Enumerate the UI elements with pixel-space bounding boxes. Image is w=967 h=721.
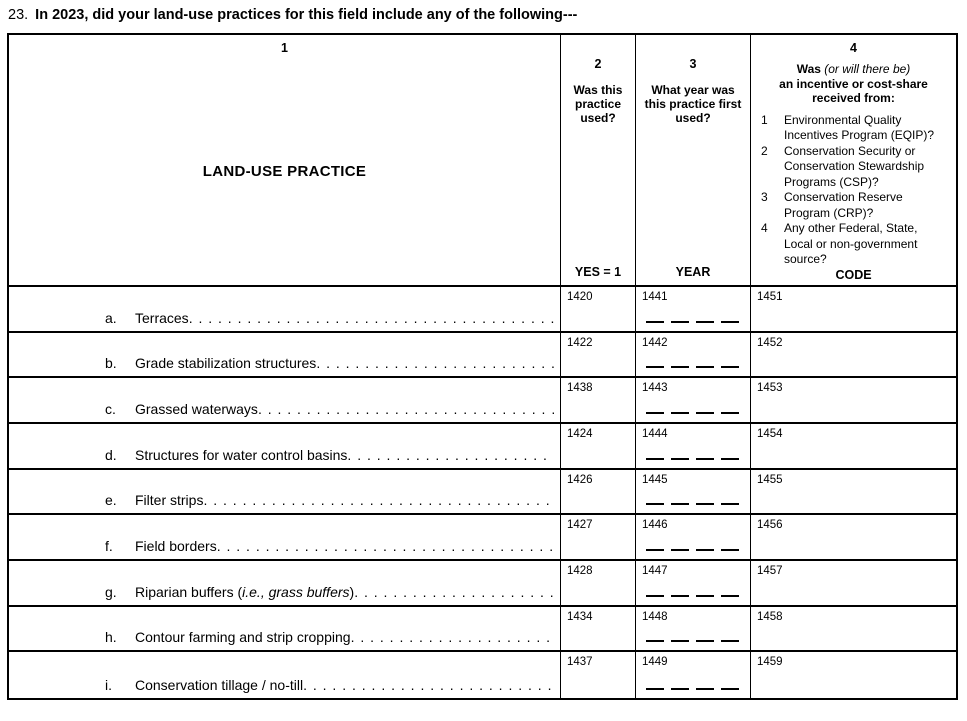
practice-label: Riparian buffers (i.e., grass buffers): [135, 583, 355, 600]
incentive-code-cell[interactable]: [751, 378, 956, 424]
row-letter: i.: [105, 677, 112, 693]
row-letter: b.: [105, 355, 117, 372]
year-code: 1446: [642, 519, 668, 532]
table-row-practice: [9, 378, 561, 424]
incentive-code-cell[interactable]: [751, 470, 956, 516]
incentive-code: 1451: [757, 291, 783, 303]
incentive-code-cell[interactable]: [751, 287, 956, 333]
practice-used-cell[interactable]: [561, 287, 636, 333]
used-code: 1422: [567, 336, 593, 349]
practice-used-cell[interactable]: [561, 333, 636, 379]
table-row-practice: [9, 652, 561, 698]
practice-used-cell[interactable]: [561, 652, 636, 698]
year-code: 1441: [642, 291, 668, 303]
year-first-used-cell[interactable]: [636, 515, 751, 561]
practice-used-cell[interactable]: [561, 607, 636, 653]
used-code: 1426: [567, 473, 593, 486]
used-code: 1427: [567, 519, 593, 532]
column3-number: 3: [689, 57, 697, 71]
year-first-used-cell[interactable]: [636, 561, 751, 607]
year-first-used-cell[interactable]: [636, 424, 751, 470]
incentive-code: 1452: [757, 336, 783, 349]
yes-equals-one-label: YES = 1: [574, 265, 622, 279]
practice-label: Terraces: [135, 309, 189, 326]
dot-leader: [347, 447, 554, 463]
incentive-option: 4 Any other Federal, State, Local or non-government source?: [761, 221, 918, 267]
row-letter: g.: [105, 583, 117, 600]
incentive-code: 1456: [757, 519, 783, 532]
column3-header: [636, 35, 751, 287]
table-row-practice: [9, 607, 561, 653]
practice-label: Structures for water control basins: [135, 446, 348, 463]
used-code: 1438: [567, 382, 593, 395]
incentive-option: 3 Conservation Reserve Program (CRP)?: [761, 190, 903, 220]
column1-number: 1: [281, 41, 288, 55]
incentive-question: Was (or will there be) an incentive or cost-share received from:: [779, 62, 928, 106]
year-first-used-cell[interactable]: [636, 287, 751, 333]
row-letter: f.: [105, 538, 113, 554]
year-entry-blanks[interactable]: [646, 458, 739, 460]
incentive-question-bold: Was: [796, 62, 821, 76]
incentive-code-cell[interactable]: [751, 424, 956, 470]
incentive-code: 1457: [757, 565, 783, 577]
incentive-code-cell[interactable]: [751, 515, 956, 561]
column2-number: 2: [594, 57, 602, 71]
year-code: 1444: [642, 428, 668, 440]
year-first-used-cell[interactable]: [636, 652, 751, 698]
practice-label: Filter strips: [135, 492, 204, 509]
year-entry-blanks[interactable]: [646, 503, 739, 505]
year-entry-blanks[interactable]: [646, 366, 739, 368]
year-entry-blanks[interactable]: [646, 412, 739, 414]
year-entry-blanks[interactable]: [646, 640, 739, 642]
dot-leader: [258, 401, 554, 417]
question-text: In 2023, did your land-use practices for this field include any of the following---: [35, 7, 578, 23]
incentive-question-italic: (or will there be): [820, 62, 911, 76]
practice-label: Grassed waterways: [135, 401, 258, 417]
used-code: 1434: [567, 610, 593, 623]
year-code: 1445: [642, 473, 668, 486]
row-letter: e.: [105, 492, 117, 509]
used-code: 1428: [567, 565, 593, 577]
year-entry-blanks[interactable]: [646, 688, 739, 690]
question-title: [8, 7, 577, 23]
column1-header: [9, 35, 561, 287]
incentive-code-cell[interactable]: [751, 652, 956, 698]
incentive-code-cell[interactable]: [751, 561, 956, 607]
dot-leader: [303, 677, 554, 693]
practice-used-cell[interactable]: [561, 424, 636, 470]
table-row-practice: [9, 470, 561, 516]
year-first-used-cell[interactable]: [636, 470, 751, 516]
table-row-practice: [9, 561, 561, 607]
row-letter: h.: [105, 629, 117, 646]
year-entry-blanks[interactable]: [646, 595, 739, 597]
incentive-code: 1458: [757, 610, 783, 623]
was-practice-used-question: Was this practice used?: [573, 83, 623, 126]
year-code: 1443: [642, 382, 668, 395]
incentive-code-cell[interactable]: [751, 333, 956, 379]
incentive-option: 1 Environmental Quality Incentives Program (EQIP)?: [761, 112, 935, 143]
practice-label: Contour farming and strip cropping: [135, 629, 351, 646]
year-first-used-cell[interactable]: [636, 333, 751, 379]
year-code: 1447: [642, 565, 668, 577]
year-code: 1448: [642, 610, 668, 623]
dot-leader: [217, 538, 554, 554]
incentive-code-cell[interactable]: [751, 607, 956, 653]
column2-header: [561, 35, 636, 287]
practice-used-cell[interactable]: [561, 378, 636, 424]
dot-leader: [351, 629, 554, 645]
row-letter: a.: [105, 309, 117, 326]
practice-label: Grade stabilization structures: [135, 355, 317, 372]
incentive-code: 1459: [757, 656, 783, 669]
table-row-practice: [9, 424, 561, 470]
incentive-option: 2 Conservation Security or Conservation Stewardship Programs (CSP)?: [761, 143, 925, 189]
year-code: 1442: [642, 336, 668, 349]
dot-leader: [354, 584, 554, 600]
incentive-code: 1454: [757, 428, 783, 440]
incentive-code: 1455: [757, 473, 783, 486]
year-first-used-cell[interactable]: [636, 607, 751, 653]
used-code: 1420: [567, 291, 593, 303]
practice-label: Field borders: [135, 538, 217, 554]
year-first-used-cell[interactable]: [636, 378, 751, 424]
year-entry-blanks[interactable]: [646, 549, 739, 551]
practice-used-cell[interactable]: [561, 561, 636, 607]
used-code: 1437: [567, 656, 593, 669]
code-label: CODE: [835, 267, 872, 282]
dot-leader: [316, 355, 554, 371]
used-code: 1424: [567, 428, 593, 440]
row-letter: c.: [105, 401, 116, 417]
column4-header: [751, 35, 956, 287]
question-number: 23.: [8, 7, 29, 23]
incentive-source-options: [761, 113, 956, 268]
column4-number: 4: [850, 41, 857, 55]
year-code: 1449: [642, 656, 668, 669]
land-use-practice-table: [7, 33, 958, 700]
dot-leader: [203, 492, 554, 508]
practice-used-cell[interactable]: [561, 470, 636, 516]
practice-label: Conservation tillage / no-till: [135, 677, 304, 693]
incentive-code: 1453: [757, 382, 783, 395]
table-row-practice: [9, 287, 561, 333]
table-row-practice: [9, 333, 561, 379]
year-label: YEAR: [675, 265, 711, 279]
year-entry-blanks[interactable]: [646, 321, 739, 323]
practice-used-cell[interactable]: [561, 515, 636, 561]
table-row-practice: [9, 515, 561, 561]
year-first-used-question: What year was this practice first used?: [644, 83, 742, 126]
dot-leader: [189, 310, 554, 326]
land-use-practice-heading: LAND-USE PRACTICE: [202, 163, 367, 180]
row-letter: d.: [105, 446, 117, 463]
